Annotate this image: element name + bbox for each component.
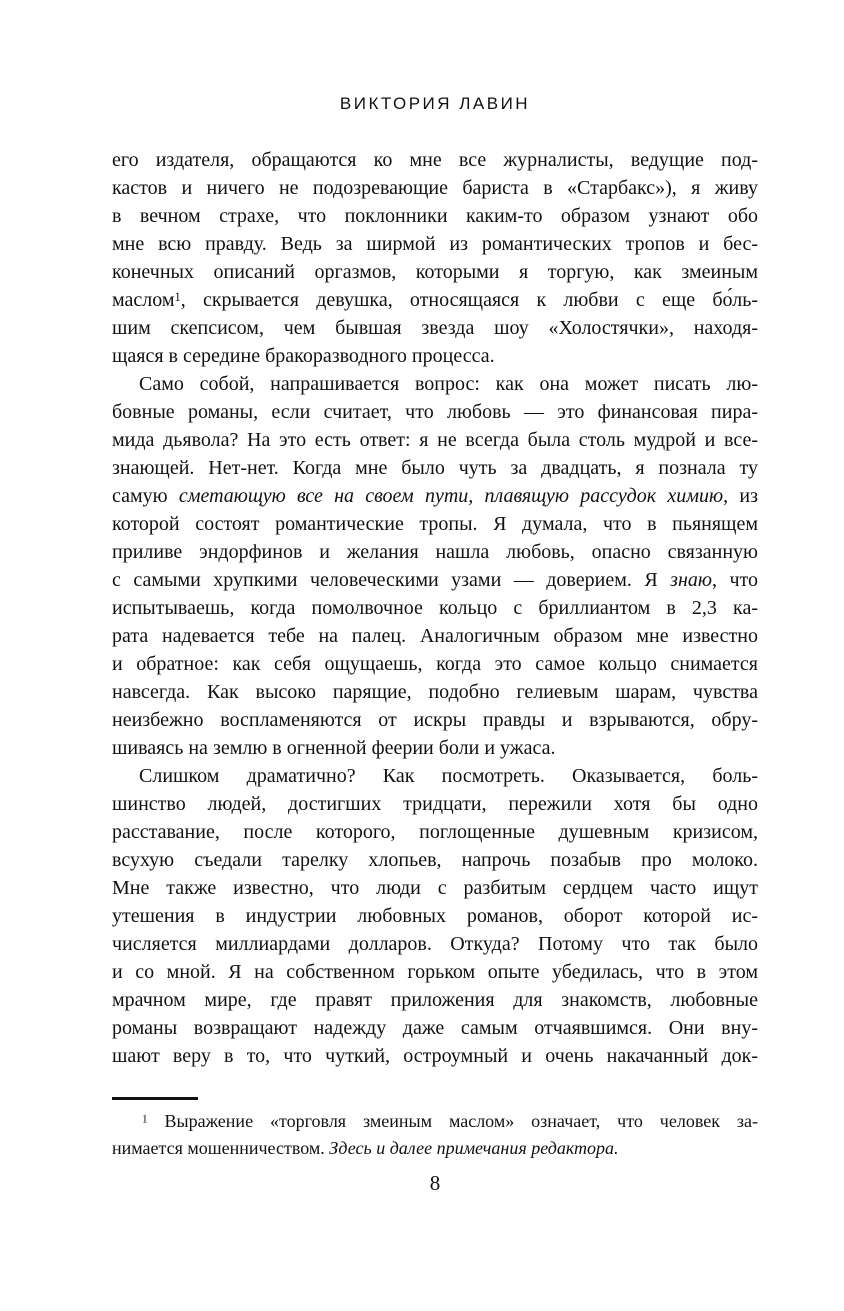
italic-text: Здесь и далее примечания редактора. (329, 1138, 619, 1158)
text-segment: мида дьявола? На это есть ответ: я не всегда была столь мудрой и все- (112, 429, 758, 451)
text-line (112, 1014, 758, 1042)
text-line (112, 370, 758, 398)
text-line (112, 762, 758, 790)
text-line (112, 398, 758, 426)
text-segment: романы возвращают надежду даже самым отчаявшимся. Они вну- (112, 1017, 758, 1039)
text-segment: мрачном мире, где правят приложения для знакомств, любовные (112, 989, 758, 1011)
text-segment: шим скепсисом, чем бывшая звезда шоу «Холостячки», находя- (112, 317, 758, 339)
text-segment: Само собой, напрашивается вопрос: как она может писать лю- (139, 373, 758, 395)
text-segment: числяется миллиардами долларов. Откуда? Потому что так было (112, 933, 758, 955)
text-segment: кастов и ничего не подозревающие бариста в «Старбакс»), я живу (112, 177, 758, 199)
text-line (112, 874, 758, 902)
text-segment: , что (711, 569, 758, 591)
text-segment: нимается мошенничеством. (112, 1138, 330, 1158)
text-line (112, 146, 758, 174)
text-segment: шиваясь на землю в огненной феерии боли и ужаса. (112, 737, 556, 759)
footnote-ref: 1 (142, 1113, 148, 1126)
paragraph (112, 370, 758, 762)
text-line (112, 510, 758, 538)
text-segment: расставание, после которого, поглощенные душевным кризисом, (112, 821, 758, 843)
text-line (112, 958, 758, 986)
text-segment: неизбежно воспламеняются от искры правды и взрываются, обру- (112, 709, 758, 731)
text-segment: его издателя, обращаются ко мне все журналисты, ведущие под- (112, 149, 758, 171)
text-segment: самую (112, 485, 179, 507)
text-segment: шинство людей, достигших тридцати, пережили хотя бы одно (112, 793, 758, 815)
text-line (112, 986, 758, 1014)
running-head: ВИКТОРИЯ ЛАВИН (339, 94, 531, 113)
text-line (112, 1042, 758, 1070)
italic-text: знаю (670, 569, 712, 591)
text-segment: знающей. Нет-нет. Когда мне было чуть за двадцать, я познала ту (112, 457, 758, 479)
text-line (112, 482, 758, 510)
text-line (112, 930, 758, 958)
text-segment: и обратное: как себя ощущаешь, когда это самое кольцо снимается (112, 653, 758, 675)
text-segment: с самыми хрупкими человеческими узами — доверием. Я (112, 569, 671, 591)
text-line (112, 734, 758, 762)
text-line (112, 818, 758, 846)
text-line (112, 286, 758, 314)
text-segment: которой состоят романтические тропы. Я думала, что в пьянящем (112, 513, 758, 535)
text-line (112, 426, 758, 454)
text-segment: рата надевается тебе на палец. Аналогичным образом мне известно (112, 625, 758, 647)
text-segment: Слишком драматично? Как посмотреть. Оказывается, боль- (139, 765, 758, 787)
text-segment: и со мной. Я на собственном горьком опыте убедилась, что в этом (112, 961, 758, 983)
footnote (112, 1108, 758, 1162)
text-segment: маслом (112, 289, 175, 311)
text-line (112, 902, 758, 930)
text-segment: всухую съедали тарелку хлопьев, напрочь позабыв про молоко. (112, 849, 758, 871)
text-line (112, 342, 758, 370)
text-segment: шают веру в то, что чуткий, остроумный и очень накачанный док- (112, 1045, 758, 1067)
text-line (112, 650, 758, 678)
text-line (112, 454, 758, 482)
text-segment: конечных описаний оргазмов, которыми я торгую, как змеиным (112, 261, 758, 283)
text-segment: бовные романы, если считает, что любовь — это финансовая пира- (112, 401, 758, 423)
text-line (112, 566, 758, 594)
text-line (112, 538, 758, 566)
text-column (112, 146, 758, 1070)
text-line (112, 1108, 758, 1135)
text-segment: приливе эндорфинов и желания нашла любовь, опасно связанную (112, 541, 758, 563)
italic-text: сметающую все на своем пути, плавящую рассудок химию (178, 485, 724, 507)
text-segment: навсегда. Как высоко парящие, подобно гелиевым шарам, чувства (112, 681, 758, 703)
text-line (112, 314, 758, 342)
text-line (112, 706, 758, 734)
text-segment: щаяся в середине бракоразводного процесса. (112, 345, 495, 367)
footnote-ref: 1 (174, 290, 181, 305)
text-segment: испытываешь, когда помолвочное кольцо с бриллиантом в 2,3 ка- (112, 597, 758, 619)
paragraph (112, 762, 758, 1070)
text-line (112, 202, 758, 230)
footnote-rule (112, 1097, 198, 1100)
text-segment: , из (723, 485, 758, 507)
page-number: 8 (429, 1171, 441, 1195)
text-segment: Мне также известно, что люди с разбитым сердцем часто ищут (112, 877, 758, 899)
text-line (112, 594, 758, 622)
text-segment: мне всю правду. Ведь за ширмой из романтических тропов и бес- (112, 233, 758, 255)
text-line (112, 790, 758, 818)
text-line (112, 258, 758, 286)
text-segment: Выражение «торговля змеиным маслом» означает, что человек за- (147, 1111, 758, 1131)
text-line (112, 622, 758, 650)
text-line (112, 846, 758, 874)
text-line (112, 678, 758, 706)
text-line (112, 1135, 758, 1162)
text-line (112, 174, 758, 202)
paragraph (112, 146, 758, 370)
text-segment: в вечном страхе, что поклонники каким-то образом узнают обо (112, 205, 758, 227)
text-segment: , скрывается девушка, относящаяся к любви с еще бо́ль- (180, 289, 758, 311)
text-segment: утешения в индустрии любовных романов, оборот которой ис- (112, 905, 758, 927)
text-line (112, 230, 758, 258)
